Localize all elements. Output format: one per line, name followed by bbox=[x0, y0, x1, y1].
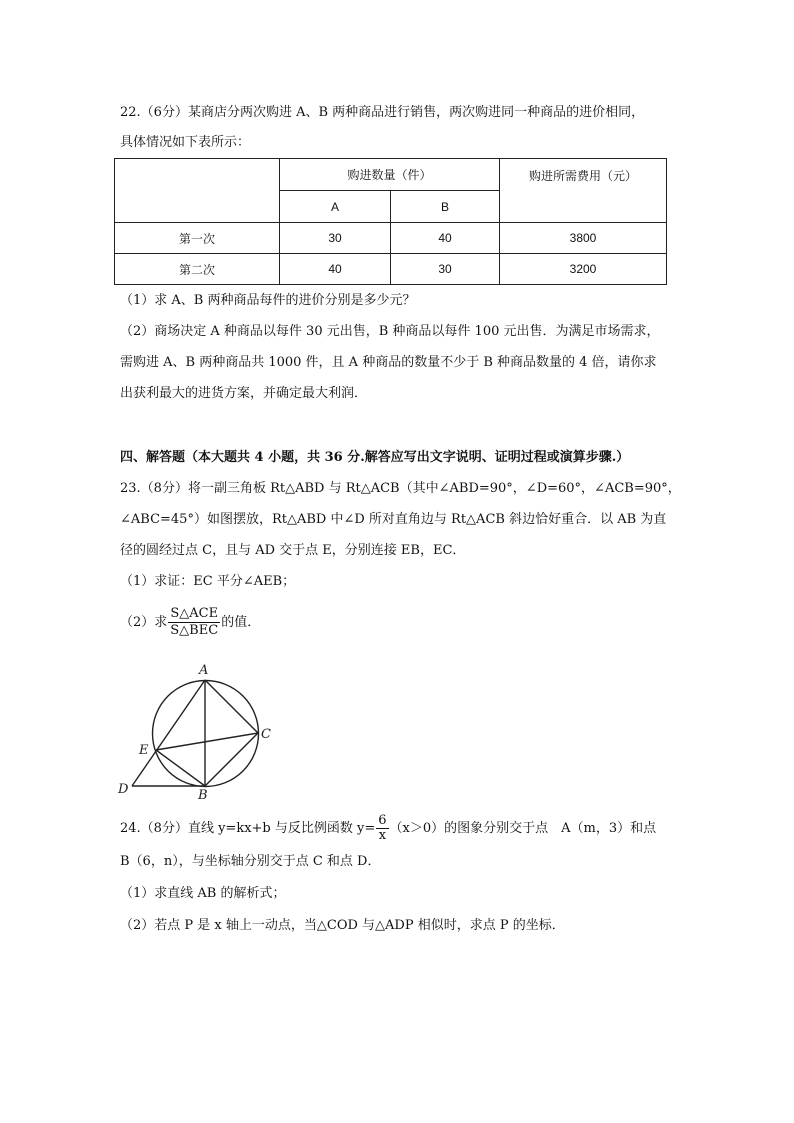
cell-b: 30 bbox=[391, 254, 500, 285]
q22-part1: （1）求 A、B 两种商品每件的进价分别是多少元？ bbox=[120, 293, 416, 308]
q23-part2-suffix: 的值． bbox=[221, 615, 261, 630]
cell-a: 30 bbox=[280, 223, 391, 254]
q24-line1 bbox=[120, 814, 656, 843]
purchase-table bbox=[114, 158, 667, 285]
row-label: 第二次 bbox=[115, 254, 280, 285]
cell-cost: 3200 bbox=[500, 254, 667, 285]
fraction-denominator: x bbox=[378, 828, 387, 843]
q24-line1-b: （x＞0）的图象分别交于点 A（m，3）和点 bbox=[389, 821, 657, 836]
q23-part2 bbox=[120, 606, 260, 639]
row-label: 第一次 bbox=[115, 223, 280, 254]
q23-line2: ∠ABC=45°）如图摆放，Rt△ABD 中∠D 所对直角边与 Rt△ACB 斜边恰好重合．以 AB 为直 bbox=[120, 512, 667, 527]
q24-part1: （1）求直线 AB 的解析式； bbox=[120, 886, 286, 901]
cell-cost: 3800 bbox=[500, 223, 667, 254]
label-e: E bbox=[139, 743, 149, 758]
inverse-fraction bbox=[376, 814, 388, 843]
fraction-numerator: S△ACE bbox=[168, 606, 220, 623]
cell-a: 40 bbox=[280, 254, 391, 285]
q23-part2-prefix: （2）求 bbox=[120, 615, 168, 630]
label-d: D bbox=[118, 782, 129, 797]
area-ratio-fraction bbox=[168, 606, 220, 639]
q22-line2: 具体情况如下表所示： bbox=[120, 135, 251, 150]
header-col-a: A bbox=[280, 191, 391, 223]
q22-part2-line1: （2）商场决定 A 种商品以每件 30 元出售，B 种商品以每件 100 元出售．为满足市场需求， bbox=[120, 324, 660, 339]
q23-line3: 径的圆经过点 C，且与 AD 交于点 E，分别连接 EB，EC． bbox=[120, 543, 466, 558]
label-a: A bbox=[199, 663, 209, 678]
circle-triangle-figure bbox=[112, 662, 282, 802]
header-cost: 购进所需费用（元） bbox=[500, 159, 667, 223]
q23-part1: （1）求证：EC 平分∠AEB； bbox=[120, 574, 296, 589]
q22-line1: 22.（6分）某商店分两次购进 A、B 两种商品进行销售，两次购进同一种商品的进价相同， bbox=[120, 105, 645, 120]
q23-line1: 23.（8分）将一副三角板 Rt△ABD 与 Rt△ACB（其中∠ABD=90°，∠D=60°，∠ACB=90°， bbox=[120, 481, 681, 496]
header-col-b: B bbox=[391, 191, 500, 223]
header-qty: 购进数量（件） bbox=[280, 159, 500, 191]
q24-part2: （2）若点 P 是 x 轴上一动点，当△COD 与△ADP 相似时，求点 P 的坐标． bbox=[120, 918, 565, 933]
label-b: B bbox=[198, 788, 208, 802]
label-c: C bbox=[261, 727, 271, 742]
q24-line2: B（6，n），与坐标轴分别交于点 C 和点 D． bbox=[120, 854, 381, 869]
table-row bbox=[115, 223, 667, 254]
fraction-numerator: 6 bbox=[378, 813, 387, 828]
q24-line1-a: 24.（8分）直线 y=kx+b 与反比例函数 y= bbox=[120, 821, 376, 836]
fraction-denominator: S△BEC bbox=[170, 623, 219, 638]
q22-part2-line3: 出获利最大的进货方案，并确定最大利润． bbox=[120, 386, 368, 401]
section-heading: 四、解答题（本大题共 4 小题，共 36 分.解答应写出文字说明、证明过程或演算步骤.） bbox=[120, 450, 630, 465]
table-corner-cell bbox=[115, 159, 280, 223]
cell-b: 40 bbox=[391, 223, 500, 254]
q22-part2-line2: 需购进 A、B 两种商品共 1000 件，且 A 种商品的数量不少于 B 种商品数量的 4 倍，请你求 bbox=[120, 355, 657, 370]
table-row bbox=[115, 254, 667, 285]
